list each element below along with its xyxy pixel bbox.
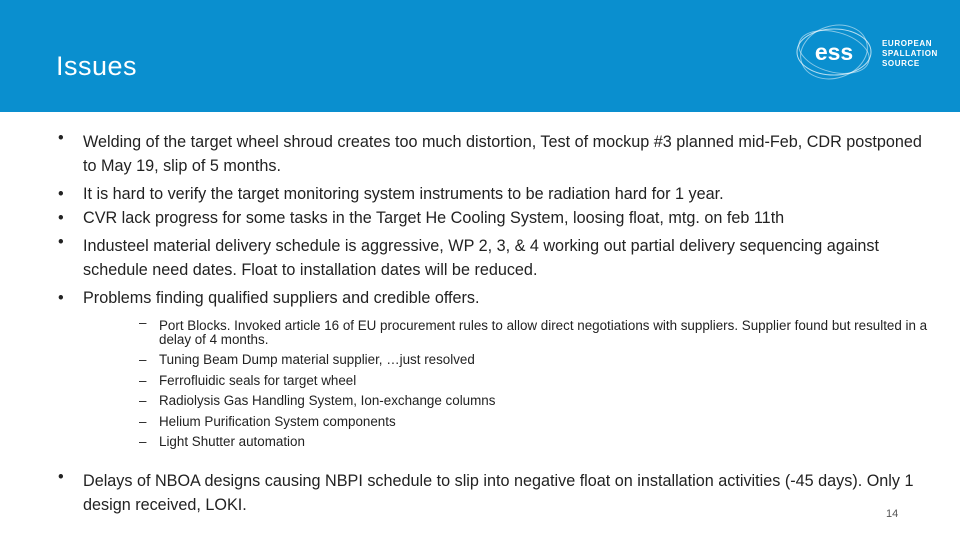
ess-logo-mark-icon [794, 22, 884, 92]
slide-title: Issues [56, 51, 138, 81]
slide-body [58, 126, 938, 521]
sub-bullet-list [139, 316, 938, 453]
dash-icon: – [139, 434, 147, 449]
list-item-text: It is hard to verify the target monitoring system instruments to be radiation hard for 1 year. [83, 185, 724, 203]
sub-list-item [139, 371, 938, 392]
list-item [58, 126, 938, 182]
dash-icon: – [139, 393, 147, 408]
list-item-text: Welding of the target wheel shroud creates too much distortion, Test of mockup #3 planned mid-Feb, CDR postponed to May 19, slip of 5 months. [83, 133, 922, 175]
sub-list-item-text: Ferrofluidic seals for target wheel [159, 372, 357, 388]
sub-list-item-text: Light Shutter automation [159, 434, 305, 449]
logo-line: SOURCE [882, 59, 920, 68]
dash-icon: – [139, 413, 147, 429]
sub-list-item-text: Helium Purification System components [159, 413, 396, 429]
logo-wordmark [882, 39, 938, 69]
title-bar [0, 0, 960, 112]
bullet-icon: • [58, 467, 64, 486]
page-number: 14 [886, 508, 899, 520]
dash-icon: – [139, 315, 147, 330]
list-item [58, 465, 938, 521]
list-item-text: Delays of NBOA designs causing NBPI schedule to slip into negative float on installation activities (-45 days). Only 1 design received, LOKI. [83, 471, 914, 514]
sub-list-item [139, 350, 938, 371]
list-item [58, 286, 938, 453]
bullet-icon: • [58, 289, 64, 307]
list-item-text: Industeel material delivery schedule is aggressive, WP 2, 3, & 4 working out partial delivery sequencing against schedule need dates. Float to installation dates will be reduced. [83, 237, 880, 279]
logo-line: EUROPEAN [882, 39, 933, 48]
bullet-list [58, 126, 938, 521]
sub-list-item [139, 316, 938, 350]
bullet-icon: • [58, 129, 64, 147]
sub-list-item [139, 391, 938, 412]
list-item [58, 206, 938, 230]
sub-list-item-text: Radiolysis Gas Handling System, Ion-exchange columns [159, 393, 496, 408]
sub-list-item-text: Port Blocks. Invoked article 16 of EU procurement rules to allow direct negotiations with suppliers. Supplier found but resulted in a delay of 4 months. [159, 318, 928, 347]
list-item [58, 230, 938, 286]
list-item-text: CVR lack progress for some tasks in the Target He Cooling System, loosing float, mtg. on feb 11th [83, 209, 785, 227]
bullet-icon: • [58, 185, 64, 203]
bullet-icon: • [58, 209, 64, 227]
dash-icon: – [139, 352, 147, 367]
sub-list-item-text: Tuning Beam Dump material supplier, …just resolved [159, 352, 475, 367]
sub-list-item [139, 432, 938, 453]
dash-icon: – [139, 372, 147, 388]
bullet-icon: • [58, 233, 64, 251]
logo-line: SPALLATION [882, 49, 938, 58]
ess-logo [794, 22, 954, 92]
sub-list-item [139, 412, 938, 433]
list-item [58, 182, 938, 206]
list-item-text: Problems finding qualified suppliers and credible offers. [83, 289, 480, 307]
logo-mark-text: ess [814, 39, 854, 65]
